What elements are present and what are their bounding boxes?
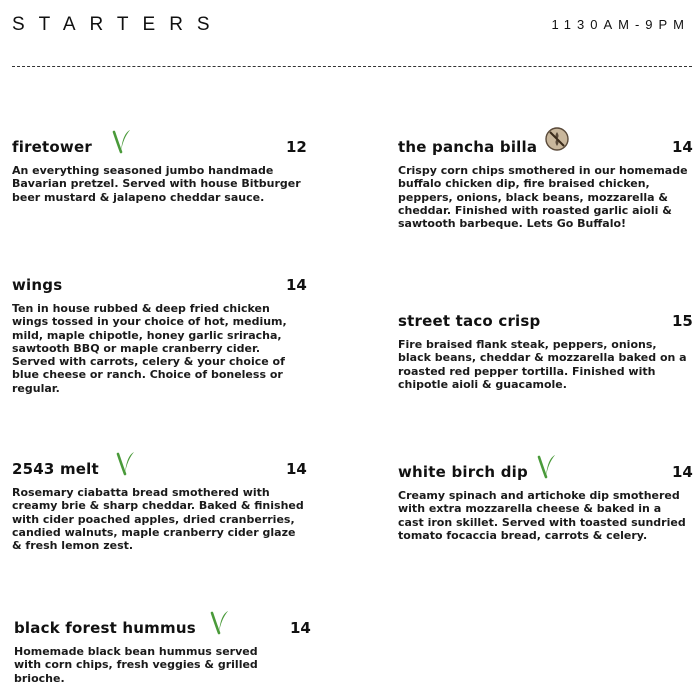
item-name: firetower (12, 138, 92, 156)
menu-item-black-forest-hummus (14, 617, 310, 685)
menu-section-title: STARTERS (12, 14, 224, 35)
item-price: 12 (286, 138, 307, 156)
menu-item-white-birch-dip (398, 461, 693, 542)
item-price: 14 (286, 276, 307, 294)
item-description: Homemade black bean hummus served with corn chips, fresh veggies & grilled brioche. (14, 645, 258, 685)
item-name: wings (12, 276, 63, 294)
vegetarian-leaf-icon (114, 450, 136, 476)
vegetarian-leaf-icon (110, 128, 132, 154)
item-price: 14 (672, 138, 693, 156)
item-price: 15 (672, 312, 693, 330)
service-hours: 1130AM-9PM (551, 17, 690, 32)
item-description: Creamy spinach and artichoke dip smothered with extra mozzarella cheese & baked in a cast iron skillet. Served with toasted sundried tomato focaccia bread, carrots & celery. (398, 489, 686, 542)
menu-item-firetower (12, 136, 307, 204)
dashed-divider (12, 66, 692, 67)
item-header (12, 136, 307, 160)
item-header (14, 617, 310, 641)
item-description: Rosemary ciabatta bread smothered with creamy brie & sharp cheddar. Baked & finished with cider poached apples, dried cranberries, candied walnuts, maple cranberry cider glaze & fresh lemon zest. (12, 486, 304, 553)
item-name: 2543 melt (12, 460, 99, 478)
gluten-free-icon (545, 127, 569, 151)
item-price: 14 (672, 463, 693, 481)
item-header (398, 310, 693, 334)
menu-item-street-taco-crisp (398, 310, 693, 391)
item-description: Ten in house rubbed & deep fried chicken wings tossed in your choice of hot, medium, mild, maple chipotle, honey garlic sriracha, sawtooth BBQ or maple cranberry cider. Served with carrots, celery & your choice of blue cheese or ranch. Choice of boneless or regular. (12, 302, 287, 395)
item-header (12, 458, 307, 482)
item-price: 14 (290, 619, 311, 637)
item-name: the pancha billa (398, 138, 538, 156)
item-price: 14 (286, 460, 307, 478)
vegetarian-leaf-icon (535, 453, 557, 479)
item-name: white birch dip (398, 463, 528, 481)
item-header (398, 461, 693, 485)
menu-item-2543-melt (12, 458, 307, 553)
menu-item-pancha-billa (398, 136, 693, 231)
item-name: black forest hummus (14, 619, 196, 637)
item-header (12, 274, 307, 298)
item-description: Crispy corn chips smothered in our homemade buffalo chicken dip, fire braised chicken, peppers, onions, black beans, mozzarella & cheddar. Finished with roasted garlic aioli & sawtooth barbeque. Lets Go Buffalo! (398, 164, 688, 231)
item-description: Fire braised flank steak, peppers, onions, black beans, cheddar & mozzarella baked on a roasted red pepper tortilla. Finished with chipotle aioli & guacamole. (398, 338, 687, 391)
item-header (398, 136, 693, 160)
item-name: street taco crisp (398, 312, 541, 330)
item-description: An everything seasoned jumbo handmade Bavarian pretzel. Served with house Bitburger beer mustard & jalapeno cheddar sauce. (12, 164, 301, 204)
vegetarian-leaf-icon (208, 609, 230, 635)
menu-item-wings (12, 274, 307, 395)
